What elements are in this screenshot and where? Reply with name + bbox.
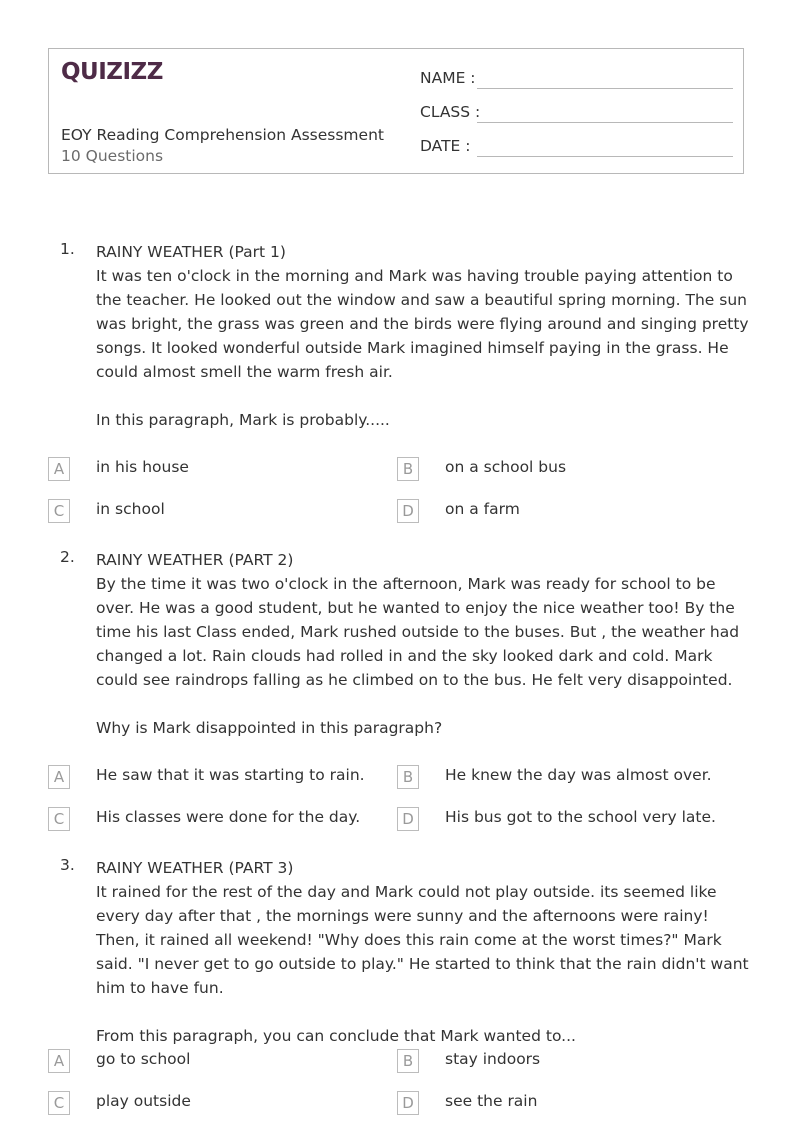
worksheet-title: EOY Reading Comprehension Assessment (61, 126, 384, 144)
option-text: see the rain (445, 1092, 538, 1110)
option-letter-box: A (48, 765, 70, 789)
option-letter-box: A (48, 1049, 70, 1073)
question-body (96, 856, 751, 1048)
class-line[interactable] (477, 122, 733, 123)
question-body (96, 240, 751, 432)
question-number: 2. (60, 548, 75, 566)
option-letter-box: B (397, 1049, 419, 1073)
option-text: go to school (96, 1050, 191, 1068)
option-text: His bus got to the school very late. (445, 808, 716, 826)
option-letter-box: C (48, 1091, 70, 1115)
option-text: on a farm (445, 500, 520, 518)
option-text: on a school bus (445, 458, 567, 476)
option-letter-box: C (48, 807, 70, 831)
question-number: 1. (60, 240, 75, 258)
question-passage: By the time it was two o'clock in the afternoon, Mark was ready for school to be over. He was a good student, but he wanted to enjoy the nice weather too! By the time his last Class ended, Mark rushed outside to the buses. But , the weather had changed a lot. Rain clouds had rolled in and the sky looked dark and cold. Mark could see raindrops falling as he climbed on to the bus. He felt very disappointed. (96, 575, 740, 689)
option-text: in his house (96, 458, 189, 476)
option-text: He knew the day was almost over. (445, 766, 712, 784)
option-text: in school (96, 500, 165, 518)
option-letter-box: D (397, 1091, 419, 1115)
date-label: DATE : (420, 137, 471, 155)
worksheet-header (48, 48, 744, 174)
date-line[interactable] (477, 156, 733, 157)
question-prompt: From this paragraph, you can conclude that Mark wanted to... (96, 1027, 576, 1045)
option-text: play outside (96, 1092, 191, 1110)
option-letter-box: D (397, 499, 419, 523)
question-heading: RAINY WEATHER (PART 3) (96, 859, 294, 877)
question-body (96, 548, 751, 740)
option-letter-box: B (397, 457, 419, 481)
option-letter-box: A (48, 457, 70, 481)
question-heading: RAINY WEATHER (PART 2) (96, 551, 294, 569)
class-label: CLASS : (420, 103, 481, 121)
question-prompt: Why is Mark disappointed in this paragraph? (96, 719, 443, 737)
option-text: His classes were done for the day. (96, 808, 361, 826)
quizizz-logo: QUIZIZZ (61, 59, 163, 85)
name-label: NAME : (420, 69, 476, 87)
option-text: stay indoors (445, 1050, 541, 1068)
option-letter-box: D (397, 807, 419, 831)
question-prompt: In this paragraph, Mark is probably..... (96, 411, 390, 429)
question-number: 3. (60, 856, 75, 874)
question-passage: It rained for the rest of the day and Mark could not play outside. its seemed like every day after that , the mornings were sunny and the afternoons were rainy! Then, it rained all weekend! "Why does this rain come at the worst times?" Mark said. "I never get to go outside to play." He started to think that the rain didn't want him to have fun. (96, 883, 749, 997)
question-count: 10 Questions (61, 147, 164, 165)
option-letter-box: C (48, 499, 70, 523)
question-passage: It was ten o'clock in the morning and Mark was having trouble paying attention to the teacher. He looked out the window and saw a beautiful spring morning. The sun was bright, the grass was green and the birds were flying around and singing pretty songs. It looked wonderful outside Mark imagined himself paying in the grass. He could almost smell the warm fresh air. (96, 267, 749, 381)
option-letter-box: B (397, 765, 419, 789)
name-line[interactable] (477, 88, 733, 89)
option-text: He saw that it was starting to rain. (96, 766, 365, 784)
question-heading: RAINY WEATHER (Part 1) (96, 243, 286, 261)
